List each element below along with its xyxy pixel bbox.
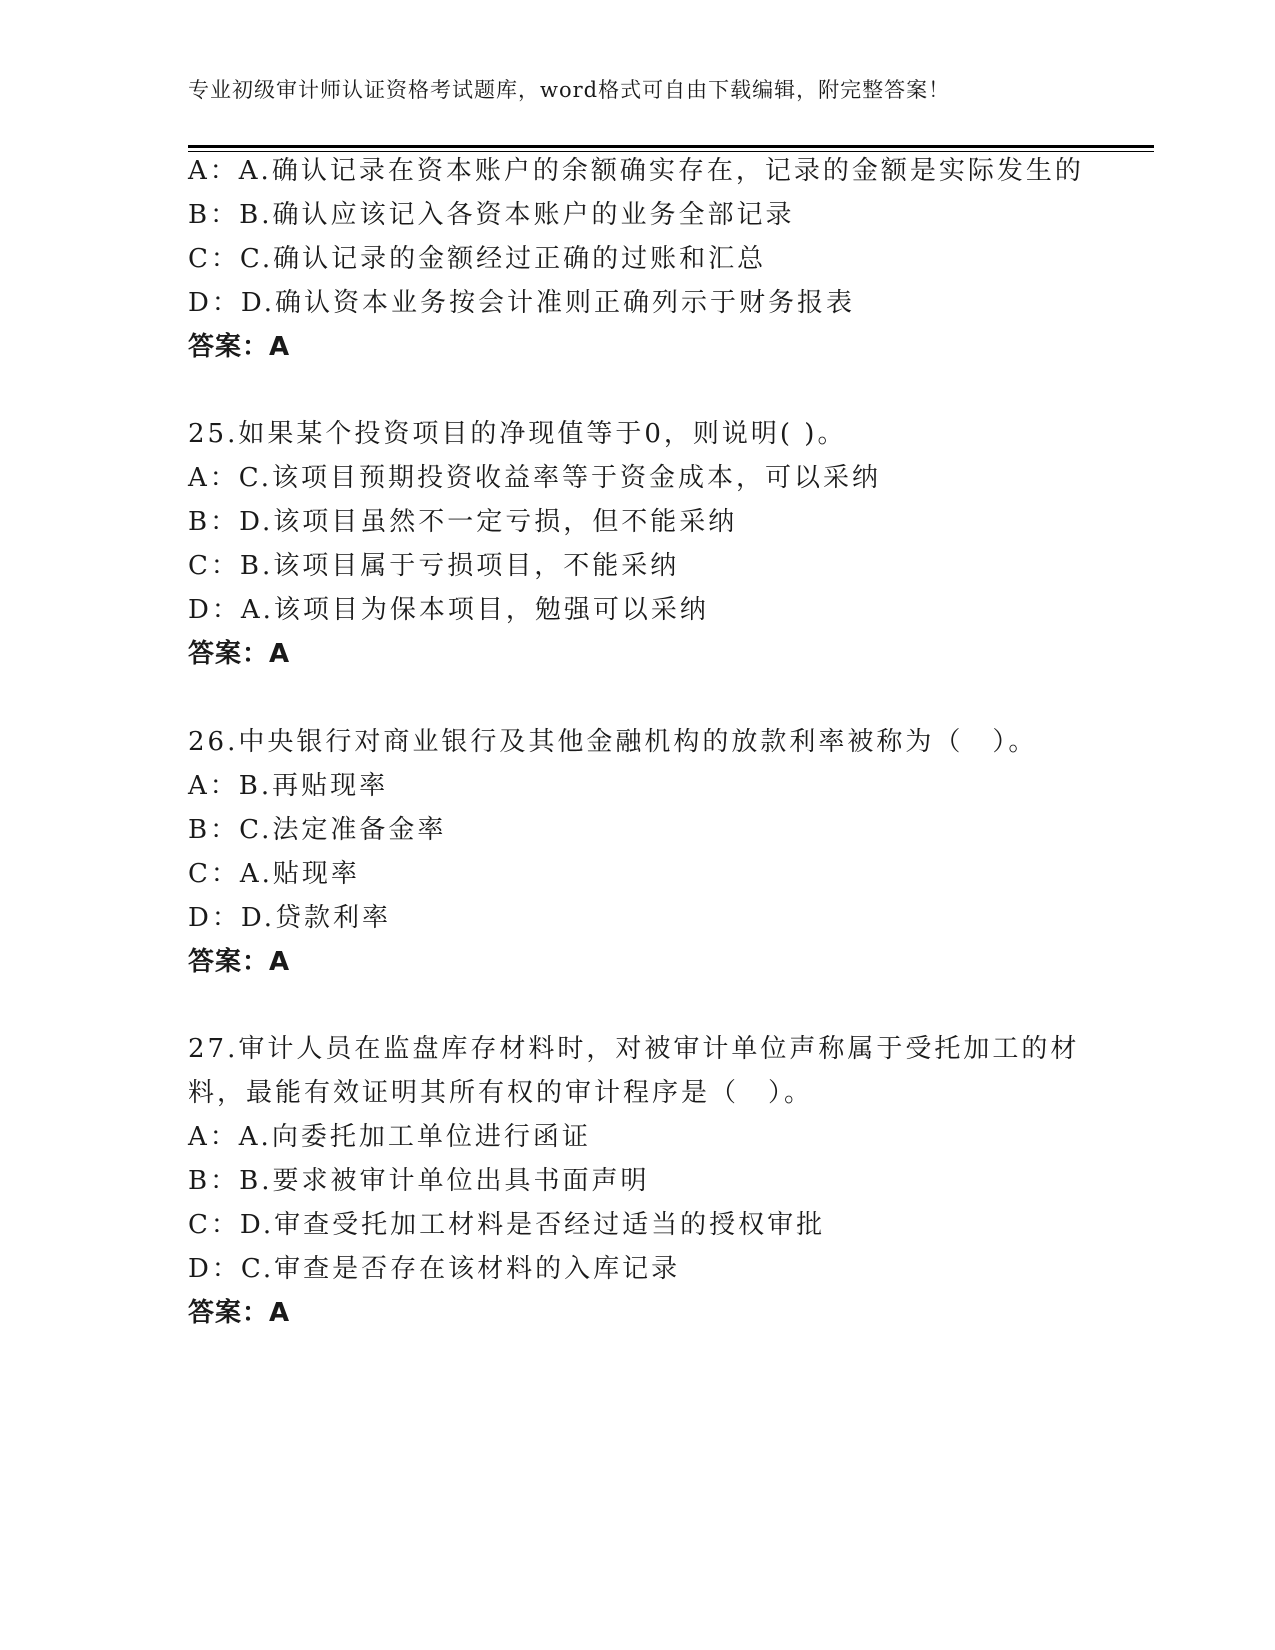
answer-line: 答案：A — [188, 639, 291, 669]
option-d: D：C.审查是否存在该材料的入库记录 — [188, 1254, 681, 1284]
option-c: C：C.确认记录的金额经过正确的过账和汇总 — [188, 244, 767, 274]
option-c: C：B.该项目属于亏损项目，不能采纳 — [188, 551, 680, 581]
option-a: A：C.该项目预期投资收益率等于资金成本，可以采纳 — [188, 463, 882, 493]
option-b: B：C.法定准备金率 — [188, 815, 447, 845]
option-b: B：B.要求被审计单位出具书面声明 — [188, 1166, 650, 1196]
question-stem: 27.审计人员在监盘库存材料时，对被审计单位声称属于受托加工的材 — [188, 1034, 1080, 1064]
option-d: D：D.确认资本业务按会计准则正确列示于财务报表 — [188, 288, 856, 318]
answer-line: 答案：A — [188, 1298, 291, 1328]
option-b: B：D.该项目虽然不一定亏损，但不能采纳 — [188, 507, 738, 537]
header-divider-thin — [188, 151, 1154, 152]
option-c: C：D.审查受托加工材料是否经过适当的授权审批 — [188, 1210, 826, 1240]
question-stem-continued: 料，最能有效证明其所有权的审计程序是（ ）。 — [188, 1078, 814, 1108]
header-divider-thick — [188, 145, 1154, 148]
answer-line: 答案：A — [188, 947, 291, 977]
option-d: D：D.贷款利率 — [188, 903, 392, 933]
question-stem: 26.中央银行对商业银行及其他金融机构的放款利率被称为（ ）。 — [188, 727, 1038, 757]
page-header: 专业初级审计师认证资格考试题库，word格式可自由下载编辑，附完整答案！ — [188, 78, 951, 102]
option-c: C：A.贴现率 — [188, 859, 360, 889]
option-d: D：A.该项目为保本项目，勉强可以采纳 — [188, 595, 709, 625]
question-stem: 25.如果某个投资项目的净现值等于0，则说明( )。 — [188, 419, 847, 449]
option-b: B：B.确认应该记入各资本账户的业务全部记录 — [188, 200, 795, 230]
option-a: A：B.再贴现率 — [188, 771, 389, 801]
option-a: A：A.向委托加工单位进行函证 — [188, 1122, 591, 1152]
option-a: A：A.确认记录在资本账户的余额确实存在，记录的金额是实际发生的 — [188, 156, 1084, 186]
answer-line: 答案：A — [188, 332, 291, 362]
